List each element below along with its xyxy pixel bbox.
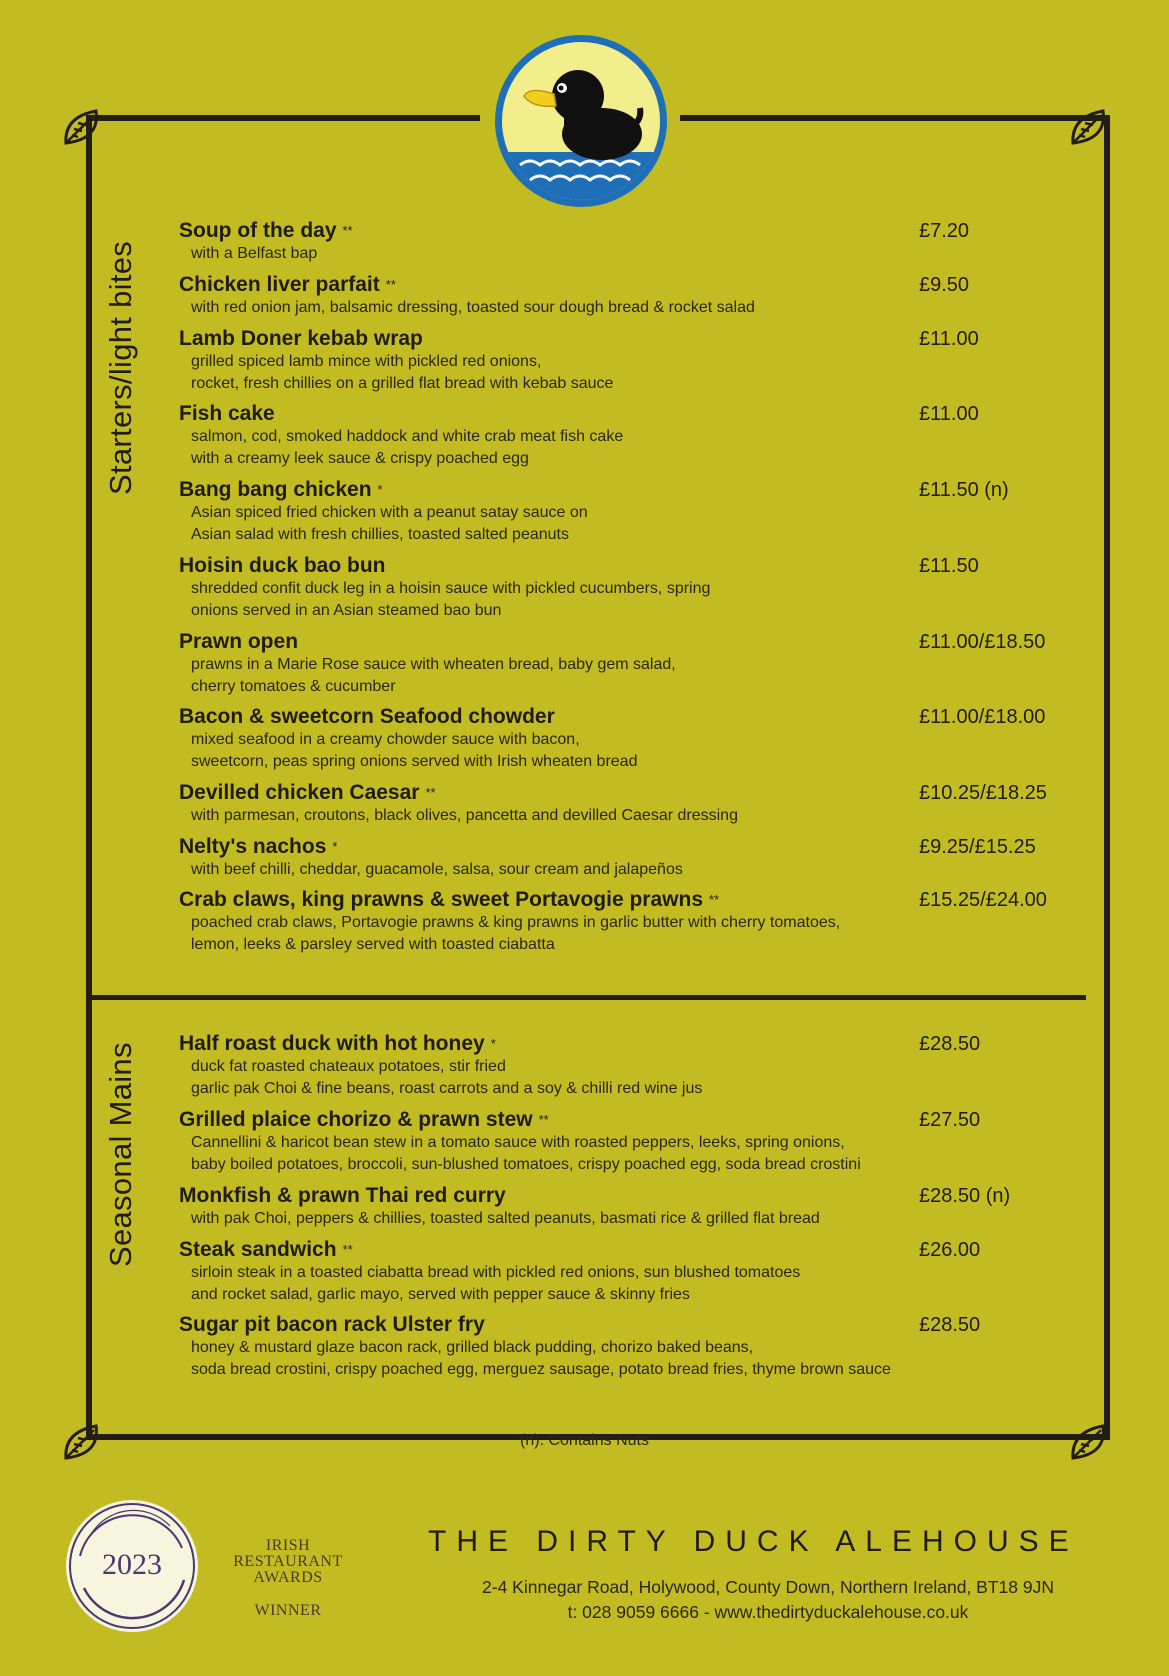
item-description: with pak Choi, peppers & chillies, toasted salted peanuts, basmati rice & grilled flat bread xyxy=(191,1210,820,1227)
item-description: Cannellini & haricot bean stew in a tomato sauce with roasted peppers, leeks, spring onions, baby boiled potatoes, broccoli, sun-blushed tomatoes, crispy poached egg, soda bread crostini xyxy=(191,1134,861,1173)
item-price: £28.50 xyxy=(919,1033,981,1055)
menu-item xyxy=(179,478,1079,546)
item-mark: * xyxy=(377,482,383,497)
leaf-icon xyxy=(58,103,106,151)
item-description: shredded confit duck leg in a hoisin sauce with pickled cucumbers, spring onions served in an Asian steamed bao bun xyxy=(191,580,711,619)
item-description: with red onion jam, balsamic dressing, toasted sour dough bread & rocket salad xyxy=(191,299,755,316)
menu-item xyxy=(179,1108,1079,1176)
item-description: mixed seafood in a creamy chowder sauce with bacon, sweetcorn, peas spring onions served with Irish wheaten bread xyxy=(191,731,638,770)
menu-item xyxy=(179,1238,1079,1306)
item-description: poached crab claws, Portavogie prawns & king prawns in garlic butter with cherry tomatoes, lemon, leeks & parsley served with toasted ciabatta xyxy=(191,914,841,953)
award-year: 2023 xyxy=(102,1548,162,1581)
menu-item xyxy=(179,705,1079,773)
item-price: £28.50 (n) xyxy=(919,1185,1011,1207)
menu-item xyxy=(179,219,1079,265)
item-name: Prawn open xyxy=(179,630,299,653)
item-price: £26.00 xyxy=(919,1239,981,1261)
item-name: Fish cake xyxy=(179,402,275,425)
item-name: Devilled chicken Caesar ** xyxy=(179,781,436,804)
item-description: prawns in a Marie Rose sauce with wheaten bread, baby gem salad, cherry tomatoes & cucumber xyxy=(191,656,676,695)
menu-item xyxy=(179,1184,1079,1230)
menu-item xyxy=(179,835,1079,881)
leaf-icon xyxy=(1065,103,1113,151)
item-name: Nelty's nachos * xyxy=(179,835,338,858)
item-price: £27.50 xyxy=(919,1109,981,1131)
item-description: with a Belfast bap xyxy=(191,245,318,262)
item-name: Chicken liver parfait ** xyxy=(179,273,396,296)
award-title: IRISH RESTAURANT AWARDS xyxy=(233,1537,343,1586)
item-mark: ** xyxy=(342,1242,353,1257)
duck-logo-icon xyxy=(490,30,672,212)
nuts-footnote: (n): Contains Nuts xyxy=(520,1432,649,1449)
venue-contact: t: 028 9059 6666 - www.thedirtyduckalehouse.co.uk xyxy=(567,1602,969,1622)
menu-item xyxy=(179,781,1079,827)
award-winner: WINNER xyxy=(254,1602,322,1619)
item-description: with beef chilli, cheddar, guacamole, salsa, sour cream and jalapeños xyxy=(191,861,683,878)
menu-item xyxy=(179,1032,1079,1100)
item-name: Hoisin duck bao bun xyxy=(179,554,386,577)
item-description: sirloin steak in a toasted ciabatta bread with pickled red onions, sun blushed tomatoes and rocket salad, garlic mayo, served with pepper sauce & skinny fries xyxy=(191,1264,801,1303)
item-name: Bang bang chicken * xyxy=(179,478,383,501)
item-price: £9.50 xyxy=(919,274,970,296)
item-description: grilled spiced lamb mince with pickled red onions, rocket, fresh chillies on a grilled flat bread with kebab sauce xyxy=(191,353,614,392)
item-price: £11.50 (n) xyxy=(919,479,1009,501)
item-mark: ** xyxy=(709,892,720,907)
venue-name: THE DIRTY DUCK ALEHOUSE xyxy=(428,1525,1079,1558)
item-price: £9.25/£15.25 xyxy=(919,836,1036,858)
menu-item xyxy=(179,402,1079,470)
menu-item xyxy=(179,554,1079,622)
menu-item xyxy=(179,1313,1079,1381)
venue-address: 2-4 Kinnegar Road, Holywood, County Down, Northern Ireland, BT18 9JN xyxy=(482,1577,1054,1597)
item-name: Lamb Doner kebab wrap xyxy=(179,327,423,350)
menu-item xyxy=(179,630,1079,698)
item-price: £7.20 xyxy=(919,220,970,242)
item-name: Crab claws, king prawns & sweet Portavogie prawns ** xyxy=(179,888,720,911)
item-name: Bacon & sweetcorn Seafood chowder xyxy=(179,705,555,728)
section-divider xyxy=(86,995,1086,1000)
item-mark: * xyxy=(490,1036,496,1051)
menu-item xyxy=(179,273,1079,319)
section-heading-mains: Seasonal Mains xyxy=(103,1042,138,1267)
item-price: £11.50 xyxy=(919,555,979,577)
item-name: Monkfish & prawn Thai red curry xyxy=(179,1184,506,1207)
item-description: honey & mustard glaze bacon rack, grilled black pudding, chorizo baked beans, soda bread crostini, crispy poached egg, merguez sausage, potato bread fries, thyme brown sauce xyxy=(191,1339,891,1378)
item-price: £11.00/£18.50 xyxy=(919,631,1046,653)
item-price: £10.25/£18.25 xyxy=(919,782,1047,804)
item-mark: * xyxy=(332,839,338,854)
item-name: Soup of the day ** xyxy=(179,219,353,242)
item-name: Sugar pit bacon rack Ulster fry xyxy=(179,1313,485,1336)
item-name: Steak sandwich ** xyxy=(179,1238,353,1261)
section-heading-starters: Starters/light bites xyxy=(103,240,138,495)
item-mark: ** xyxy=(538,1112,549,1127)
item-price: £11.00/£18.00 xyxy=(919,706,1046,728)
item-description: duck fat roasted chateaux potatoes, stir fried garlic pak Choi & fine beans, roast carrots and a soy & chilli red wine jus xyxy=(191,1058,703,1097)
item-mark: ** xyxy=(342,223,353,238)
item-price: £15.25/£24.00 xyxy=(919,889,1047,911)
item-description: Asian spiced fried chicken with a peanut satay sauce on Asian salad with fresh chillies, toasted salted peanuts xyxy=(191,504,588,543)
item-description: with parmesan, croutons, black olives, pancetta and devilled Caesar dressing xyxy=(191,807,738,824)
menu-item xyxy=(179,888,1079,956)
item-price: £11.00 xyxy=(919,328,979,350)
menu-item xyxy=(179,327,1079,395)
item-price: £11.00 xyxy=(919,403,979,425)
item-mark: ** xyxy=(385,277,396,292)
item-description: salmon, cod, smoked haddock and white crab meat fish cake with a creamy leek sauce & crispy poached egg xyxy=(191,428,624,467)
item-price: £28.50 xyxy=(919,1314,981,1336)
item-name: Half roast duck with hot honey * xyxy=(179,1032,496,1055)
item-name: Grilled plaice chorizo & prawn stew ** xyxy=(179,1108,549,1131)
item-mark: ** xyxy=(425,785,436,800)
